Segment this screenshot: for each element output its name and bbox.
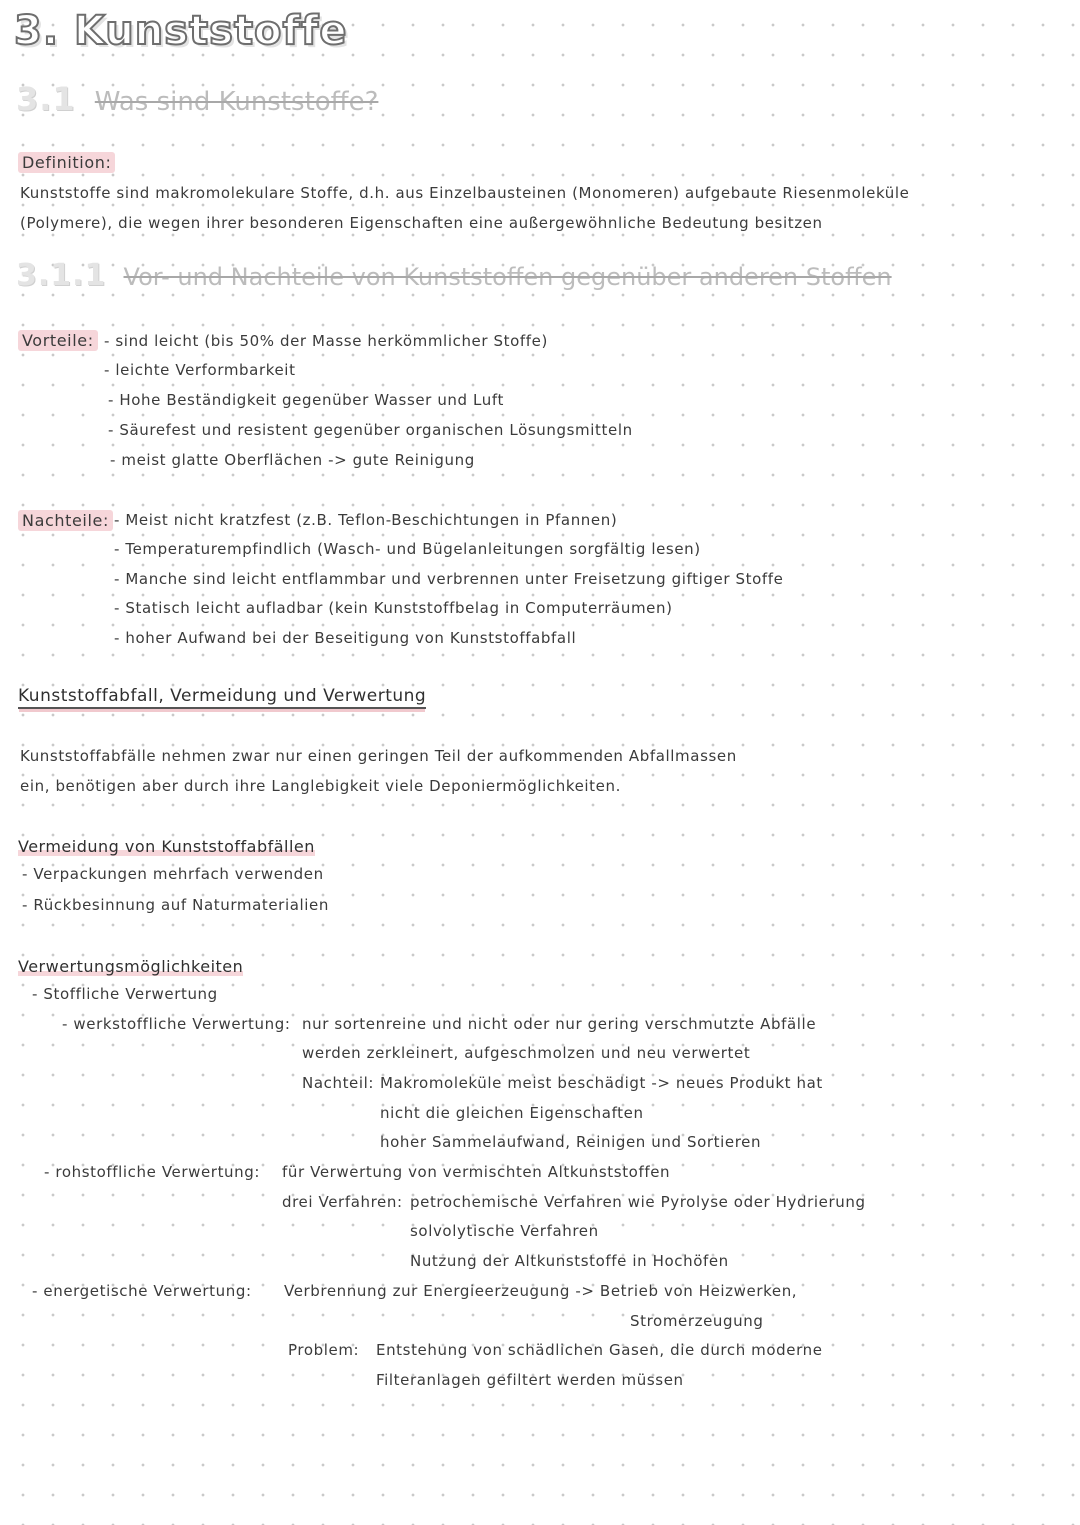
rohstoffliche-verfahren-label: drei Verfahren:	[282, 1193, 403, 1211]
stoffliche-verwertung: - Stoffliche Verwertung	[32, 985, 218, 1003]
section-title: Was sind Kunststoffe?	[94, 87, 379, 117]
rohstoffliche-label: - rohstoffliche Verwertung:	[44, 1163, 261, 1181]
energetische-problem-1: Entstehung von schädlichen Gasen, die durch moderne	[376, 1341, 823, 1359]
energetische-problem-label: Problem:	[288, 1341, 360, 1359]
definition-line-2: (Polymere), die wegen ihrer besonderen Eigenschaften eine außergewöhnliche Bedeutung besitzen	[20, 214, 823, 232]
definition-line-1: Kunststoffe sind makromolekulare Stoffe, d.h. aus Einzelbausteinen (Monomeren) aufgebaute Riesenmoleküle	[20, 184, 910, 202]
werkstoffliche-label: - werkstoffliche Verwertung:	[62, 1015, 291, 1033]
nachteil-item: - Manche sind leicht entflammbar und verbrennen unter Freisetzung giftiger Stoffe	[114, 570, 784, 588]
werkstoffliche-nachteil-1: Makromoleküle meist beschädigt -> neues Produkt hat	[380, 1074, 823, 1092]
energetische-problem-2: Filteranlagen gefiltert werden müssen	[376, 1371, 684, 1389]
vorteile-label: Vorteile:	[18, 330, 98, 351]
vermeidung-item: - Rückbesinnung auf Naturmaterialien	[22, 896, 329, 914]
page-title: 3. Kunststoffe	[14, 8, 348, 54]
section-heading-3-1-1	[16, 258, 892, 293]
werkstoffliche-nachteil-2: nicht die gleichen Eigenschaften	[380, 1104, 644, 1122]
energetische-label: - energetische Verwertung:	[32, 1282, 252, 1300]
vorteil-item: - leichte Verformbarkeit	[104, 361, 296, 379]
verwertung-heading: Verwertungsmöglichkeiten	[18, 957, 244, 976]
nachteil-item: - hoher Aufwand bei der Beseitigung von Kunststoffabfall	[114, 629, 577, 647]
werkstoffliche-line-2: werden zerkleinert, aufgeschmolzen und neu verwertet	[302, 1044, 751, 1062]
vorteil-item: - meist glatte Oberflächen -> gute Reinigung	[110, 451, 475, 469]
nachteil-item: - Temperaturempfindlich (Wasch- und Bügelanleitungen sorgfältig lesen)	[114, 540, 701, 558]
section-number: 3.1	[16, 80, 76, 118]
energetische-line-1: Verbrennung zur Energieerzeugung -> Betrieb von Heizwerken,	[284, 1282, 798, 1300]
vermeidung-heading: Vermeidung von Kunststoffabfällen	[18, 837, 315, 856]
subsection-title: Vor- und Nachteile von Kunststoffen gegenüber anderen Stoffen	[123, 263, 892, 291]
energetische-line-2: Stromerzeugung	[630, 1312, 764, 1330]
rohstoffliche-line-3: solvolytische Verfahren	[410, 1222, 599, 1240]
abfall-intro-1: Kunststoffabfälle nehmen zwar nur einen geringen Teil der aufkommenden Abfallmassen	[20, 747, 737, 765]
definition-label: Definition:	[18, 152, 115, 173]
nachteile-label: Nachteile:	[18, 510, 113, 531]
werkstoffliche-nachteil-label: Nachteil:	[302, 1074, 375, 1092]
vorteil-item: - Säurefest und resistent gegenüber organischen Lösungsmitteln	[108, 421, 633, 439]
abfall-intro-2: ein, benötigen aber durch ihre Langlebigkeit viele Deponiermöglichkeiten.	[20, 777, 621, 795]
werkstoffliche-line-1: nur sortenreine und nicht oder nur gering verschmutzte Abfälle	[302, 1015, 817, 1033]
vermeidung-item: - Verpackungen mehrfach verwenden	[22, 865, 324, 883]
rohstoffliche-line-4: Nutzung der Altkunststoffe in Hochöfen	[410, 1252, 729, 1270]
vorteil-item: - sind leicht (bis 50% der Masse herkömmlicher Stoffe)	[104, 332, 548, 350]
werkstoffliche-nachteil-3: hoher Sammelaufwand, Reinigen und Sortieren	[380, 1133, 762, 1151]
section-heading-3-1	[16, 80, 378, 118]
subsection-number: 3.1.1	[16, 258, 107, 293]
nachteil-item: - Statisch leicht aufladbar (kein Kunststoffbelag in Computerräumen)	[114, 599, 673, 617]
nachteil-item: - Meist nicht kratzfest (z.B. Teflon-Beschichtungen in Pfannen)	[114, 511, 618, 529]
vorteil-item: - Hohe Beständigkeit gegenüber Wasser und Luft	[108, 391, 504, 409]
abfall-heading: Kunststoffabfall, Vermeidung und Verwertung	[18, 686, 426, 709]
rohstoffliche-line-2: petrochemische Verfahren wie Pyrolyse oder Hydrierung	[410, 1193, 866, 1211]
rohstoffliche-line-1: für Verwertung von vermischten Altkunststoffen	[282, 1163, 671, 1181]
